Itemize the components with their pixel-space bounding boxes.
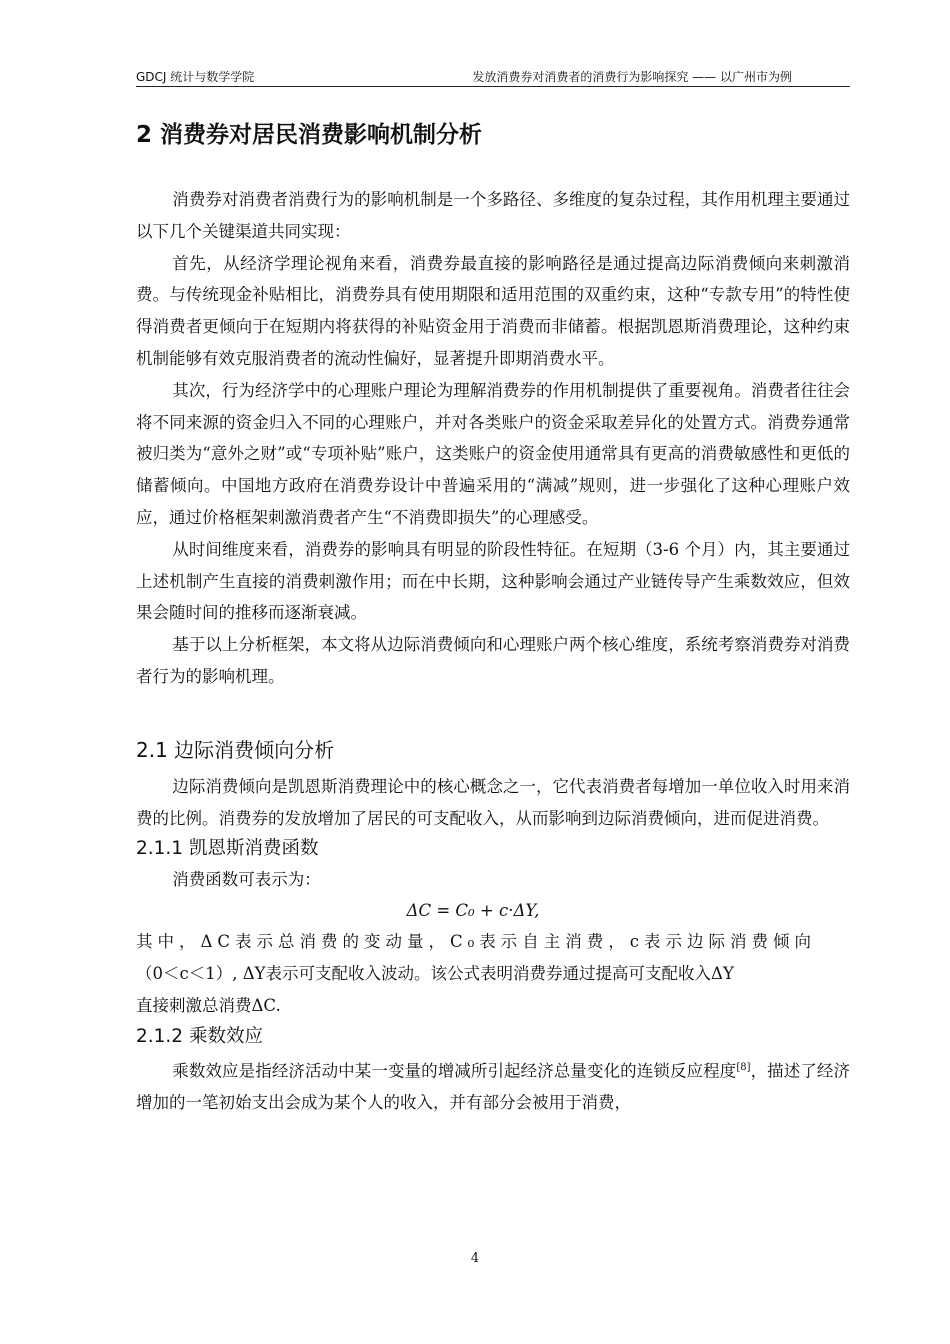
header-paper-title: 发放消费券对消费者的消费行为影响探究 —— 以广州市为例 (472, 70, 792, 84)
formula-explanation-line-2: （0＜c＜1）, ΔY表示可支配收入波动。该公式表明消费券通过提高可支配收入ΔY (136, 963, 734, 983)
multiplier-text-after-citation: ，描述了经济增加的一笔初始支出会成为某个人的收入，并有部分会被用于消费， (136, 1061, 851, 1112)
page-number: 4 (470, 1251, 480, 1266)
consumption-formula: ΔC = C₀ + c·ΔY, (406, 901, 540, 921)
paragraph-second: 其次，行为经济学中的心理账户理论为理解消费券的作用机制提供了重要视角。消费者往往会将不同来源的资金归入不同的心理账户，并对各类账户的资金采取差异化的处置方式。消费券通常被归类为“意外之财”或“专项补贴”账户，这类账户的资金使用通常具有更高的消费敏感性和更低的储蓄倾向。中国地方政府在消费券设计中普遍采用的“满减”规则，进一步强化了这种心理账户效应，通过价格框架刺激消费者产生“不消费即损失”的心理感受。 (136, 380, 850, 527)
citation-8[interactable]: [8] (736, 1061, 751, 1073)
multiplier-text-before-citation: 乘数效应是指经济活动中某一变量的增减所引起经济总量变化的连锁反应程度 (172, 1061, 737, 1081)
paragraph-multiplier (136, 1052, 850, 1119)
formula-explanation-line-1: 其中，ΔC表示总消费的变动量，C₀表示自主消费，c表示边际消费倾向 (136, 932, 817, 952)
paragraph-first: 首先，从经济学理论视角来看，消费券最直接的影响路径是通过提高边际消费倾向来刺激消费。与传统现金补贴相比，消费券具有使用期限和适用范围的双重约束，这种“专款专用”的特性使得消费者更倾向于在短期内将获得的补贴资金用于消费而非储蓄。根据凯恩斯消费理论，这种约束机制能够有效克服消费者的流动性偏好，显著提升即期消费水平。 (136, 253, 850, 368)
running-header (136, 68, 850, 87)
formula-explanation-line-3: 直接刺激总消费ΔC. (136, 995, 281, 1015)
section-2-heading: 2 消费券对居民消费影响机制分析 (136, 122, 483, 148)
page-body (136, 116, 850, 1119)
paragraph-mpc: 边际消费倾向是凯恩斯消费理论中的核心概念之一，它代表消费者每增加一单位收入时用来消费的比例。消费券的发放增加了居民的可支配收入，从而影响到边际消费倾向，进而促进消费。 (136, 776, 850, 828)
paragraph-intro: 消费券对消费者消费行为的影响机制是一个多路径、多维度的复杂过程，其作用机理主要通过以下几个关键渠道共同实现： (136, 190, 850, 241)
paragraph-time-dimension: 从时间维度来看，消费券的影响具有明显的阶段性特征。在短期（3-6 个月）内，其主要通过上述机制产生直接的消费刺激作用；而在中长期，这种影响会通过产业链传导产生乘数效应，但效果会随时间的推移而逐渐衰减。 (136, 539, 850, 623)
section-2-1-2-heading: 2.1.2 乘数效应 (136, 1025, 263, 1047)
section-2-1-heading: 2.1 边际消费倾向分析 (136, 737, 335, 762)
header-school: GDCJ 统计与数学学院 (136, 70, 255, 84)
formula-intro: 消费函数可表示为： (172, 870, 321, 890)
section-2-1-1-heading: 2.1.1 凯恩斯消费函数 (136, 838, 319, 860)
paragraph-framework: 基于以上分析框架，本文将从边际消费倾向和心理账户两个核心维度，系统考察消费券对消费者行为的影响机理。 (136, 635, 850, 686)
